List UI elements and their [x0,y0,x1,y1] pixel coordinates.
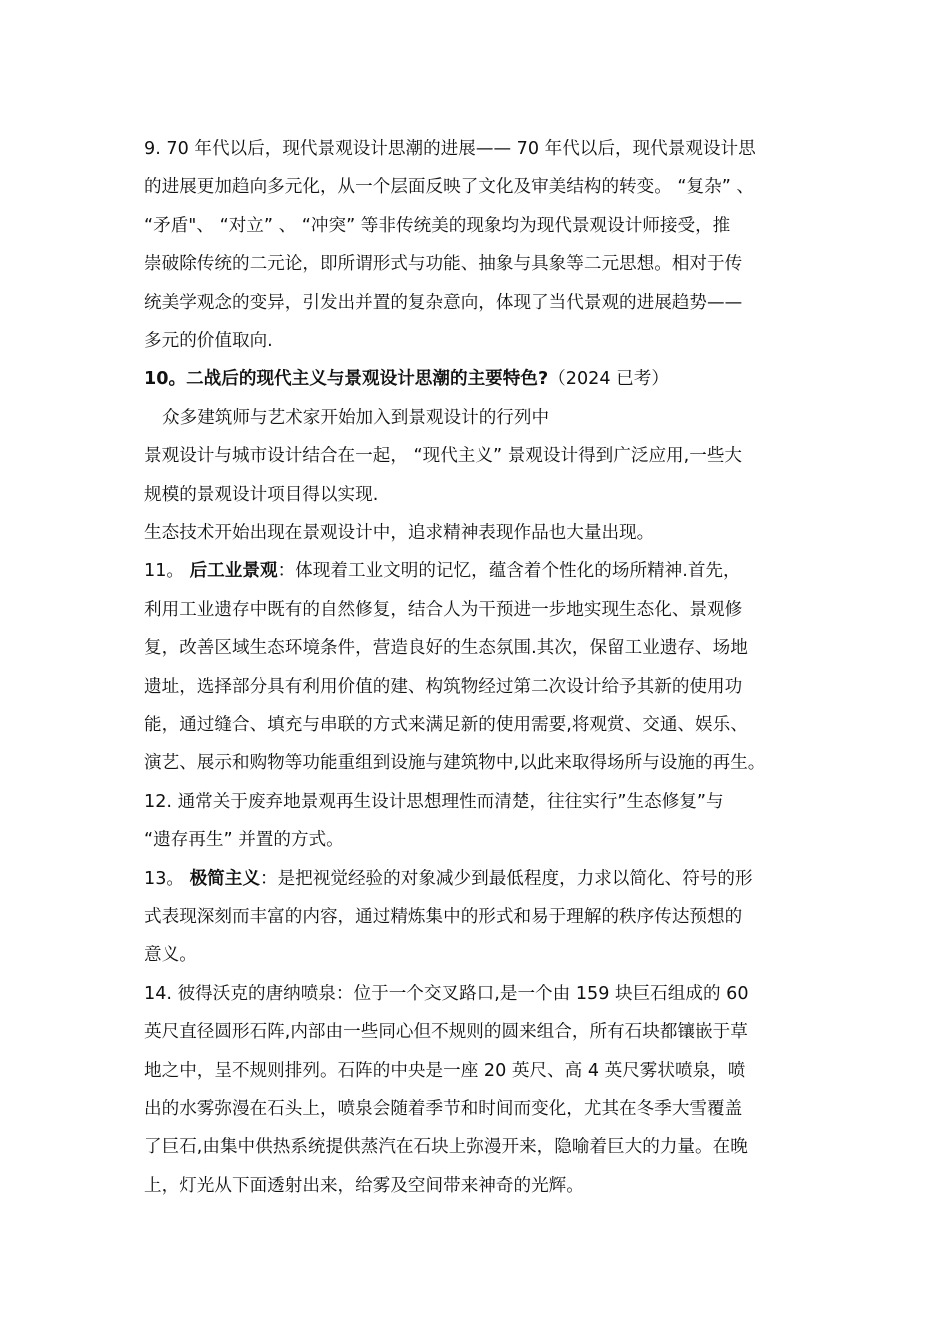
text-line [144,860,824,898]
text-line [144,629,824,667]
text-line [144,975,824,1013]
text-segment: ：体现着工业文明的记忆，蕴含着个性化的场所精神.首先， [277,561,741,582]
text-line [144,898,824,936]
text-segment: 9. 70 年代以后，现代景观设计思潮的进展—— 70 年代以后，现代景观设计思 [144,139,756,159]
text-segment: 上，灯光从下面透射出来，给雾及空间带来神奇的光辉。 [144,1175,584,1196]
text-line [144,1052,824,1090]
text-segment: “遗存再生” 并置的方式。 [144,830,344,851]
text-line [144,207,824,245]
text-segment: 13。 [144,868,190,889]
text-line [144,821,824,859]
text-line [144,284,824,322]
text-line [144,360,824,398]
bold-text-segment: 极简主义 [189,868,260,889]
text-line [144,783,824,821]
text-line [144,668,824,706]
text-segment: 利用工业遗存中既有的自然修复，结合人为干预进一步地实现生态化、景观修 [144,599,743,620]
text-line [144,1128,824,1166]
text-segment: 统美学观念的变异，引发出并置的复杂意向，体现了当代景观的进展趋势—— [144,292,743,313]
text-segment: 英尺直径圆形石阵,内部由一些同心但不规则的圆来组合，所有石块都镶嵌于草 [144,1022,748,1043]
text-segment: 出的水雾弥漫在石头上，喷泉会随着季节和时间而变化，尤其在冬季大雪覆盖 [144,1099,743,1119]
text-line [144,437,824,475]
text-segment: 意义。 [144,945,197,966]
text-line [144,245,824,283]
text-line [144,1167,824,1205]
text-line [144,322,824,360]
text-line [144,476,824,514]
text-segment: “矛盾"、 “对立” 、 “冲突” 等非传统美的现象均为现代景观设计师接受，推 [144,215,731,236]
text-segment: 生态技术开始出现在景观设计中，追求精神表现作品也大量出现。 [144,523,655,543]
text-line [144,744,824,782]
text-segment: （2024 已考） [548,369,669,390]
text-segment: 能，通过缝合、填充与串联的方式来满足新的使用需要,将观赏、交通、娱乐、 [144,715,748,735]
text-segment: 式表现深刻而丰富的内容，通过精炼集中的形式和易于理解的秩序传达预想的 [144,907,743,927]
text-line [144,936,824,974]
text-line [144,514,824,552]
text-line [144,130,824,168]
text-line [144,1090,824,1128]
text-segment: 的进展更加趋向多元化，从一个层面反映了文化及审美结构的转变。 “复杂” 、 [144,177,755,198]
text-segment: 11。 [144,561,190,582]
text-segment: 14. 彼得沃克的唐纳喷泉：位于一个交叉路口,是一个由 159 块巨石组成的 60 [144,983,749,1004]
text-line [144,591,824,629]
text-segment: 景观设计与城市设计结合在一起， “现代主义” 景观设计得到广泛应用,一些大 [144,446,743,467]
text-segment: 12. 通常关于废弃地景观再生设计思想理性而清楚，往往实行”生态修复”与 [144,791,724,812]
text-line [162,399,842,437]
text-segment: 崇破除传统的二元论，即所谓形式与功能、抽象与具象等二元思想。相对于传 [144,254,743,275]
text-segment: 地之中，呈不规则排列。石阵的中央是一座 20 英尺、高 4 英尺雾状喷泉，喷 [144,1060,746,1081]
text-line [144,706,824,744]
text-line [144,168,824,206]
text-segment: 演艺、展示和购物等功能重组到设施与建筑物中,以此来取得场所与设施的再生。 [144,753,766,774]
bold-text-segment: 10。二战后的现代主义与景观设计思潮的主要特色? [144,369,549,390]
text-segment: 规模的景观设计项目得以实现. [144,484,379,505]
text-segment: 遗址，选择部分具有利用价值的建、构筑物经过第二次设计给予其新的使用功 [144,676,743,697]
text-line [144,552,824,590]
text-segment: 复，改善区域生态环境条件，营造良好的生态氛围.其次，保留工业遗存、场地 [144,638,748,659]
text-line [144,1013,824,1051]
text-segment: 了巨石,由集中供热系统提供蒸汽在石块上弥漫开来，隐喻着巨大的力量。在晚 [144,1137,748,1158]
text-segment: 多元的价值取向. [144,331,273,351]
bold-text-segment: 后工业景观 [189,561,278,582]
text-segment: ：是把视觉经验的对象减少到最低程度，力求以简化、符号的形 [259,868,753,889]
text-segment: 众多建筑师与艺术家开始加入到景观设计的行列中 [162,407,550,428]
